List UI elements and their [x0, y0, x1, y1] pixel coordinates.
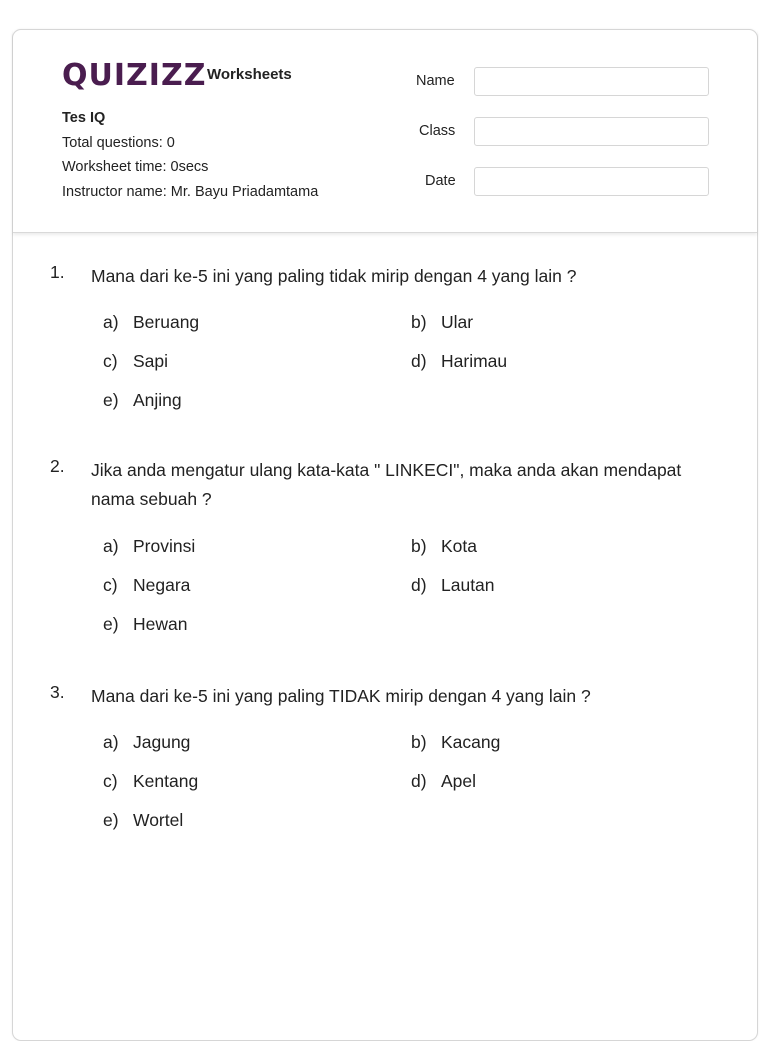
option-letter: d)	[411, 771, 427, 791]
option-text: Kacang	[441, 732, 501, 752]
option-text: Harimau	[441, 351, 508, 371]
instructor-name: Instructor name: Mr. Bayu Priadamtama	[62, 184, 319, 200]
option-2e[interactable]	[103, 614, 187, 635]
option-letter: d)	[411, 575, 427, 595]
option-letter: e)	[103, 810, 119, 830]
class-field[interactable]	[474, 117, 709, 146]
option-2d[interactable]	[411, 575, 495, 596]
option-3b[interactable]	[411, 732, 500, 753]
option-3a[interactable]	[103, 732, 190, 753]
option-text: Wortel	[133, 810, 184, 830]
worksheet-title: Tes IQ	[62, 110, 106, 126]
logo-subtitle: Worksheets	[207, 66, 292, 83]
option-text: Provinsi	[133, 536, 196, 556]
option-letter: a)	[103, 732, 119, 752]
option-letter: c)	[103, 575, 118, 595]
option-2a[interactable]	[103, 536, 195, 557]
option-1a[interactable]	[103, 312, 199, 333]
name-label: Name	[416, 73, 455, 89]
question-number: 3.	[50, 682, 65, 702]
option-text: Apel	[441, 771, 477, 791]
option-letter: e)	[103, 614, 119, 634]
option-letter: b)	[411, 536, 427, 556]
worksheet-page	[12, 29, 758, 1041]
option-3d[interactable]	[411, 771, 476, 792]
option-text: Jagung	[133, 732, 191, 752]
worksheet-header	[13, 30, 757, 233]
option-text: Sapi	[133, 351, 169, 371]
option-letter: d)	[411, 351, 427, 371]
option-text: Negara	[133, 575, 191, 595]
option-letter: a)	[103, 312, 119, 332]
question-text: Mana dari ke-5 ini yang paling TIDAK mirip dengan 4 yang lain ?	[91, 686, 591, 706]
option-text: Hewan	[133, 614, 188, 634]
option-3c[interactable]	[103, 771, 198, 792]
date-field[interactable]	[474, 167, 709, 196]
option-1e[interactable]	[103, 390, 182, 411]
option-text: Anjing	[133, 390, 182, 410]
class-label: Class	[419, 123, 456, 139]
option-text: Kota	[441, 536, 477, 556]
total-questions: Total questions: 0	[62, 135, 175, 151]
option-letter: c)	[103, 351, 118, 371]
question-text: Mana dari ke-5 ini yang paling tidak mirip dengan 4 yang lain ?	[91, 266, 577, 286]
option-1c[interactable]	[103, 351, 168, 372]
option-1b[interactable]	[411, 312, 473, 333]
option-letter: c)	[103, 771, 118, 791]
question-text: Jika anda mengatur ulang kata-kata " LINKECI", maka anda akan mendapat nama sebuah ?	[91, 460, 682, 509]
option-letter: a)	[103, 536, 119, 556]
name-field[interactable]	[474, 67, 709, 96]
option-2c[interactable]	[103, 575, 190, 596]
option-letter: b)	[411, 312, 427, 332]
question-number: 1.	[50, 262, 65, 282]
worksheet-time: Worksheet time: 0secs	[62, 159, 209, 175]
option-letter: b)	[411, 732, 427, 752]
option-text: Ular	[441, 312, 474, 332]
option-text: Beruang	[133, 312, 200, 332]
option-letter: e)	[103, 390, 119, 410]
date-label: Date	[425, 173, 456, 189]
quizizz-logo: QUIZIZZ	[62, 58, 207, 93]
option-text: Lautan	[441, 575, 495, 595]
option-text: Kentang	[133, 771, 199, 791]
option-2b[interactable]	[411, 536, 477, 557]
question-number: 2.	[50, 456, 65, 476]
option-1d[interactable]	[411, 351, 507, 372]
option-3e[interactable]	[103, 810, 183, 831]
